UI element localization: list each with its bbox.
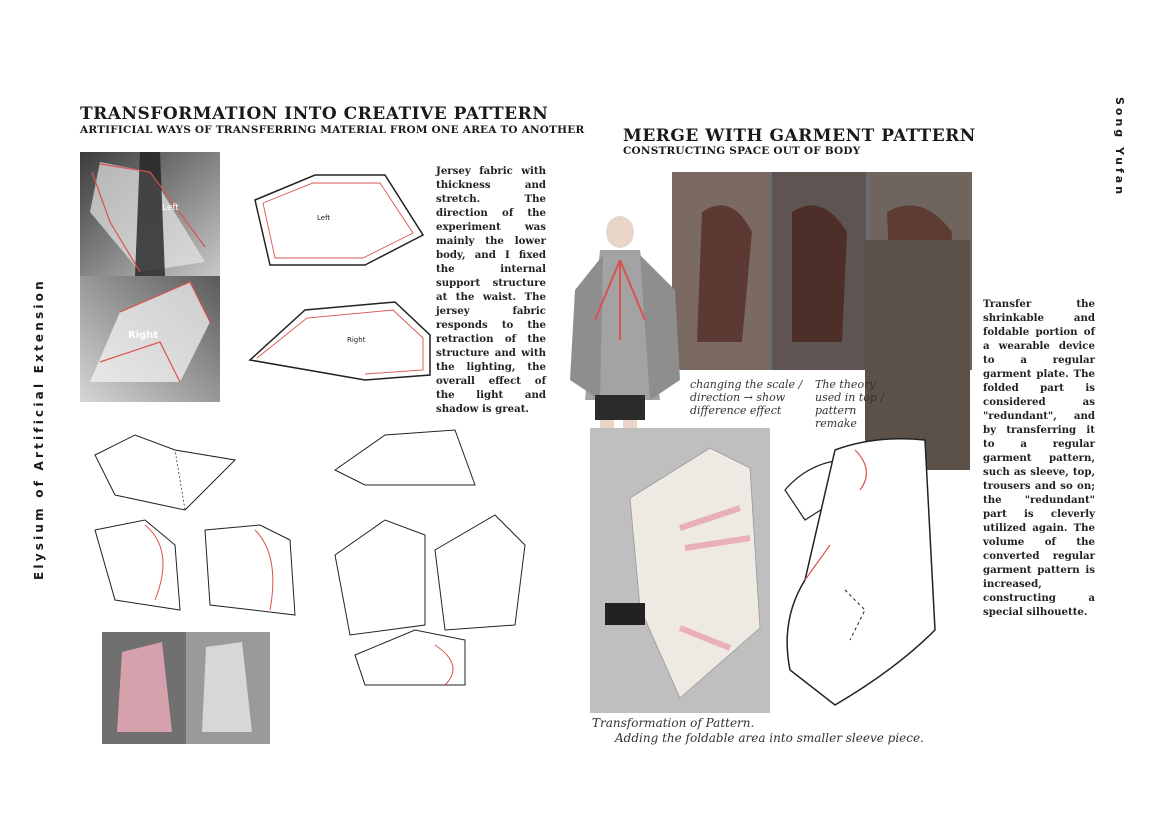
pattern-label-right: Right xyxy=(347,336,366,344)
fabric-experiment-photos xyxy=(80,152,220,402)
right-pattern-piece xyxy=(245,290,435,390)
right-side-label: Song Yufan xyxy=(1113,97,1126,198)
photo-label-left: Left xyxy=(162,203,179,213)
left-page-subtitle: ARTIFICIAL WAYS OF TRANSFERRING MATERIAL FROM ONE AREA TO ANOTHER xyxy=(80,124,585,136)
left-body-text: Jersey fabric with thickness and stretch. The direction of the experiment was mainly the lower body, and I fixed the internal support structure at the waist. The jersey fabric responds to the retraction of the structure and with the lighting, the overall effect of the light and shadow is great. xyxy=(436,165,546,415)
note-theory: The theory used in top / pattern remake xyxy=(815,378,885,430)
left-pattern-piece xyxy=(245,165,425,280)
right-page-subtitle: CONSTRUCTING SPACE OUT OF BODY xyxy=(623,145,861,157)
caption-line-1: Transformation of Pattern. xyxy=(592,716,755,730)
left-page-title: TRANSFORMATION INTO CREATIVE PATTERN xyxy=(80,104,549,124)
draped-garment-photos xyxy=(102,632,270,744)
pattern-sketch-group-b xyxy=(325,425,535,695)
left-side-label: Elysium of Artificial Extension xyxy=(32,278,46,580)
caption-line-2: Adding the foldable area into smaller sleeve piece. xyxy=(615,731,924,745)
right-body-text: Transfer the shrinkable and foldable portion of a wearable device to a regular garment plate. The folded part is considered as "redundant", and by transferring it to a regular garment pattern, such as sleeve, top, trousers and so on; the "redundant" part is cleverly utilized again. The volume of the converted regular garment pattern is increased, constructing a special silhouette. xyxy=(983,298,1095,618)
pattern-sketch-group-a xyxy=(85,430,315,640)
right-page-title: MERGE WITH GARMENT PATTERN xyxy=(623,126,976,146)
photo-label-right: Right xyxy=(128,330,159,341)
pattern-transformation-photo xyxy=(590,428,770,713)
pattern-label-left: Left xyxy=(317,214,331,222)
note-scale: changing the scale / direction → show difference effect xyxy=(690,378,803,417)
sleeve-pattern-sketch xyxy=(775,430,945,715)
